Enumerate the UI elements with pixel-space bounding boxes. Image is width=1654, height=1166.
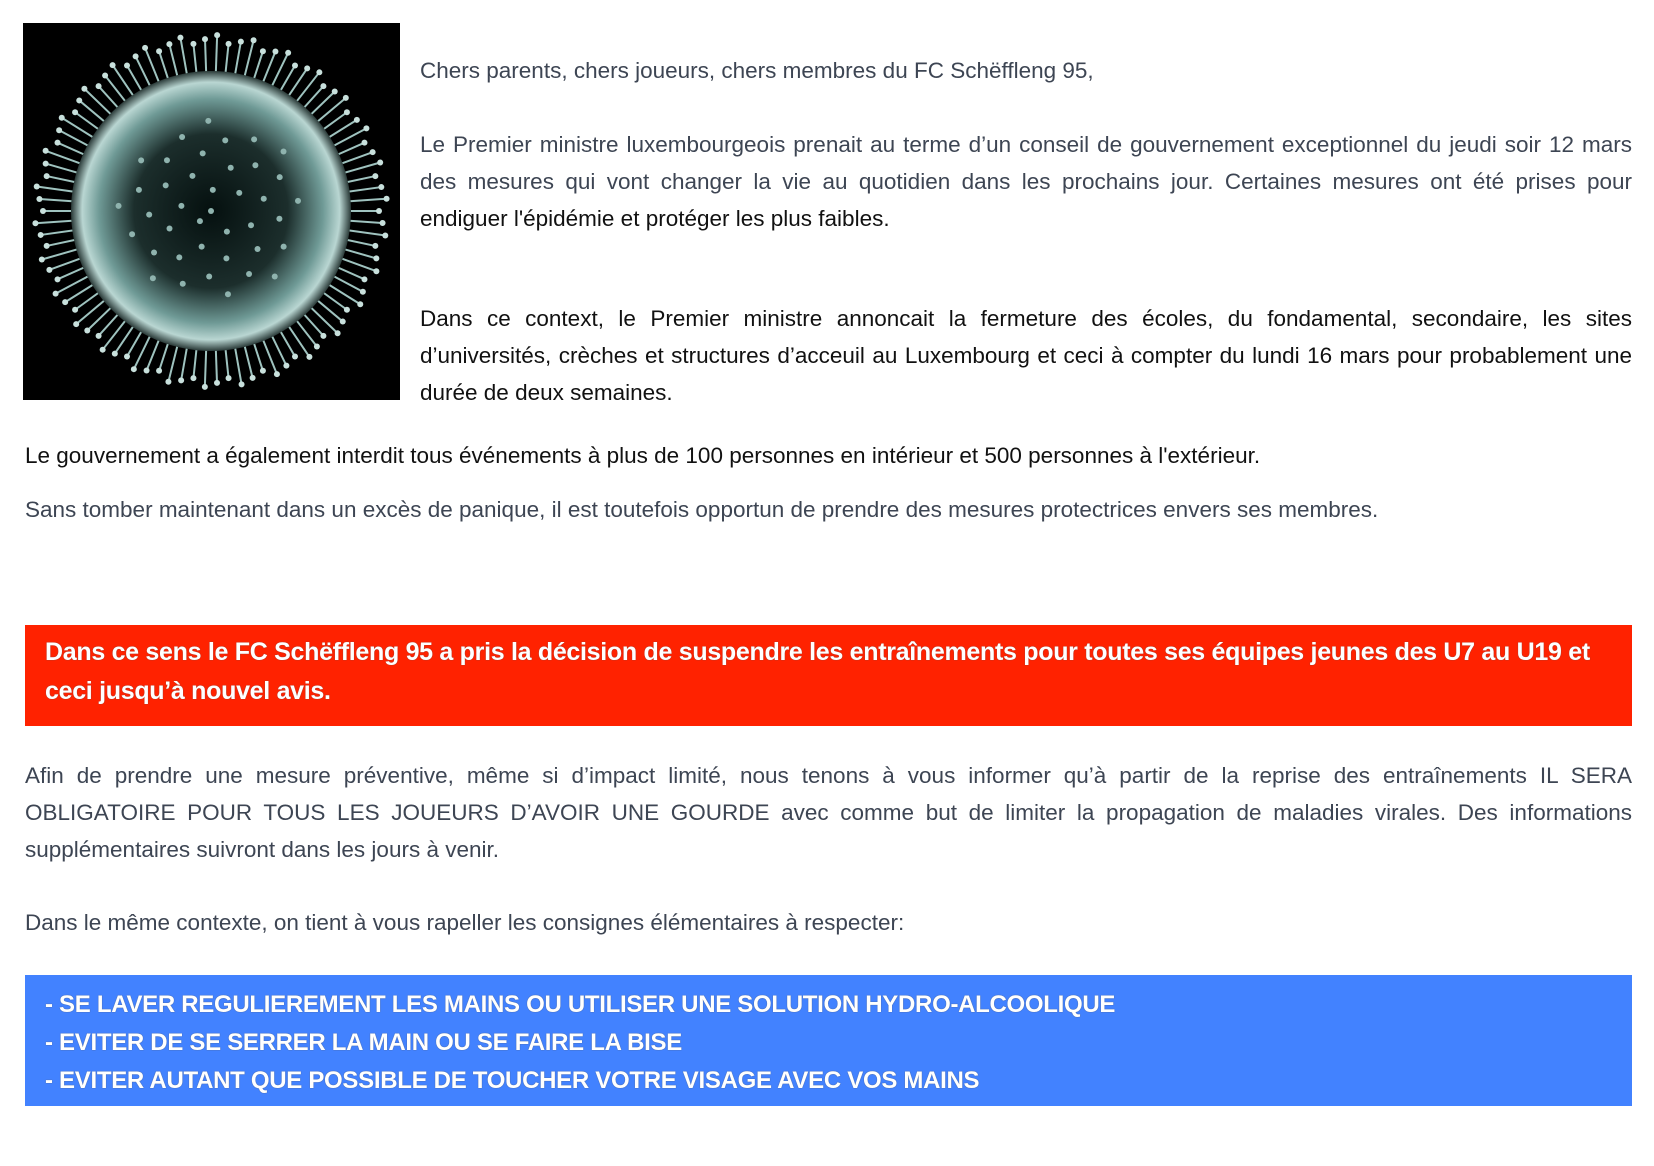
virus-spike-tip xyxy=(214,32,220,38)
virus-surface-dot xyxy=(116,203,122,209)
paragraph-guidelines-intro: Dans le même contexte, on tient à vous rapeller les consignes élémentaires à respecter: xyxy=(25,910,905,935)
virus-spike-tip xyxy=(340,319,346,325)
virus-surface-dot xyxy=(277,174,283,180)
virus-surface-dot xyxy=(246,271,252,277)
virus-surface-dot xyxy=(136,187,142,193)
virus-spike-tip xyxy=(360,289,366,295)
virus-spike-tip xyxy=(46,267,52,273)
virus-spike-tip xyxy=(110,62,116,68)
virus-surface-dot xyxy=(180,281,186,287)
virus-surface-dot xyxy=(189,173,195,179)
virus-surface-dot xyxy=(281,244,287,250)
virus-surface-dot xyxy=(223,255,229,261)
virus-spike-tip xyxy=(292,353,298,359)
virus-spike-tip xyxy=(202,36,208,42)
virus-spike-tip xyxy=(370,149,376,155)
virus-surface-dot xyxy=(166,226,172,232)
virus-surface-dot xyxy=(272,273,278,279)
virus-spike-tip xyxy=(76,97,82,103)
virus-surface-dot xyxy=(179,134,185,140)
virus-spike-tip xyxy=(373,255,379,261)
paragraph-water-bottle: Afin de prendre une mesure préventive, même si d’impact limité, nous tenons à vous informer qu’à partir de la reprise des entraînements IL SERA OBLIGATOIRE POUR TOUS LES JOUEURS D’AVOIR UNE GOURDE avec comme but de limiter la propagation de maladies virales. Des informations supplémentaires suivront dans les jours à venir. xyxy=(25,763,1632,862)
virus-spike-tip xyxy=(96,83,102,89)
virus-spike-tip xyxy=(343,95,349,101)
paragraph-announcement xyxy=(420,126,1632,237)
virus-spike-tip xyxy=(190,375,196,381)
virus-spike-tip xyxy=(39,257,45,263)
virus-spike-tip xyxy=(202,384,208,390)
virus-spike-tip xyxy=(34,184,40,190)
virus-spike-tip xyxy=(332,89,338,95)
virus-spike-tip xyxy=(260,48,266,54)
virus-spike-tip xyxy=(142,45,148,51)
virus-spike-tip xyxy=(376,208,382,214)
virus-surface-dot xyxy=(164,157,170,163)
virus-surface-dot xyxy=(205,118,211,124)
virus-spike-tip xyxy=(363,125,369,131)
virus-spike-tip xyxy=(274,371,280,377)
virus-surface-dot xyxy=(129,231,135,237)
virus-surface-dot xyxy=(146,212,152,218)
virus-spike-tip xyxy=(131,366,137,372)
virus-spike-tip xyxy=(314,344,320,350)
virus-spike-tip xyxy=(377,159,383,165)
virus-spike-tip xyxy=(380,220,386,226)
virus-spike-tip xyxy=(344,307,350,313)
virus-surface-dot xyxy=(210,187,216,193)
virus-spike-tip xyxy=(55,140,61,146)
virus-spike-tip xyxy=(250,375,256,381)
virus-spike-tip xyxy=(36,196,42,202)
virus-spike-tip xyxy=(214,380,220,386)
virus-spike-tip xyxy=(43,148,49,154)
virus-spike-tip xyxy=(292,63,298,69)
announcement-text: Le Premier ministre luxembourgeois prenait au terme d’un conseil de gouvernement exceptionnel du jeudi soir 12 mars des mesures qui vont changer la vie au quotidien dans les prochains jour. Certaines mesures ont été prises pour xyxy=(420,132,1632,194)
announcement-emphasis: endiguer l'épidémie et protéger les plus faibles. xyxy=(420,206,890,231)
virus-spike-tip xyxy=(102,72,108,78)
virus-spike-tip xyxy=(44,243,50,249)
virus-spike-tip xyxy=(73,321,79,327)
virus-surface-dot xyxy=(176,254,182,260)
virus-surface-dot xyxy=(276,216,282,222)
virus-spike-tip xyxy=(59,115,65,121)
virus-spike-tip xyxy=(239,381,245,387)
virus-surface-dot xyxy=(251,136,257,142)
virus-spike-tip xyxy=(43,161,49,167)
virus-spike-tip xyxy=(190,41,196,47)
virus-spike-tip xyxy=(165,379,171,385)
virus-spike-tip xyxy=(320,333,326,339)
virus-spike-tip xyxy=(272,49,278,55)
virus-spike-tip xyxy=(178,377,184,383)
paragraph-school-closure: Dans ce context, le Premier ministre annoncait la fermeture des écoles, du fondamental, secondaire, les sites d’universités, crèches et structures d’acceuil au Luxembourg et ceci à compter du lundi 16 mars pour probablement une durée de deux semaines. xyxy=(420,306,1632,405)
virus-spike-tip xyxy=(316,69,322,75)
virus-spike-tip xyxy=(156,368,162,374)
virus-spike-tip xyxy=(133,53,139,59)
virus-surface-dot xyxy=(151,249,157,255)
virus-spike-tip xyxy=(156,48,162,54)
virus-spike-tip xyxy=(40,208,46,214)
paragraph-precautions: Sans tomber maintenant dans un excès de panique, il est toutefois opportun de prendre des mesures protectrices envers ses membres. xyxy=(25,497,1379,522)
virus-surface-dot xyxy=(261,196,267,202)
virus-surface-dot xyxy=(208,208,214,214)
virus-spike-tip xyxy=(384,196,390,202)
virus-spike-tip xyxy=(166,41,172,47)
rule-item: - EVITER AUTANT QUE POSSIBLE DE TOUCHER VOTRE VISAGE AVEC VOS MAINS xyxy=(45,1067,980,1094)
virus-spike-tip xyxy=(72,307,78,313)
rule-item: - SE LAVER REGULIEREMENT LES MAINS OU UTILISER UNE SOLUTION HYDRO-ALCOOLIQUE xyxy=(45,991,1116,1018)
virus-spike-tip xyxy=(306,354,312,360)
virus-surface-dot xyxy=(199,244,205,250)
virus-surface-dot xyxy=(222,137,228,143)
virus-spike-tip xyxy=(373,268,379,274)
virus-surface-dot xyxy=(200,150,206,156)
greeting: Chers parents, chers joueurs, chers membres du FC Schëffleng 95, xyxy=(420,58,1094,83)
training-suspension-notice: Dans ce sens le FC Schëffleng 95 a pris la décision de suspendre les entraînements pour toutes ses équipes jeunes des U7 au U19 et ceci jusqu’à nouvel avis. xyxy=(25,625,1632,726)
virus-spike-tip xyxy=(283,363,289,369)
virus-surface-dot xyxy=(138,157,144,163)
virus-spike-tip xyxy=(38,232,44,238)
virus-spike-tip xyxy=(72,109,78,115)
hygiene-rules-box xyxy=(25,975,1632,1106)
virus-spike-tip xyxy=(62,299,68,305)
virus-surface-dot xyxy=(197,218,203,224)
virus-spike-tip xyxy=(112,351,118,357)
virus-surface-dot xyxy=(295,198,301,204)
virus-spike-tip xyxy=(354,117,360,123)
virus-surface-dot xyxy=(281,149,287,155)
virus-spike-tip xyxy=(378,184,384,190)
virus-spike-tip xyxy=(320,83,326,89)
virus-spike-tip xyxy=(84,327,90,333)
virus-surface-dot xyxy=(248,222,254,228)
virus-spike-tip xyxy=(226,375,232,381)
virus-surface-dot xyxy=(252,162,258,168)
virus-illustration xyxy=(23,23,400,400)
virus-surface-dot xyxy=(206,273,212,279)
virus-spike-tip xyxy=(32,220,38,226)
virus-surface-dot xyxy=(163,182,169,188)
paragraph-event-ban: Le gouvernement a également interdit tous événements à plus de 100 personnes en intérieur et 500 personnes à l'extérieur. xyxy=(25,443,1261,468)
virus-surface-dot xyxy=(255,246,261,252)
virus-spike-tip xyxy=(44,173,50,179)
virus-spike-tip xyxy=(251,37,257,43)
virus-surface-dot xyxy=(178,203,184,209)
virus-spike-tip xyxy=(304,65,310,71)
virus-spike-tip xyxy=(361,140,367,146)
virus-spike-tip xyxy=(55,276,61,282)
virus-spike-tip xyxy=(100,347,106,353)
virus-spike-tip xyxy=(357,301,363,307)
virus-spike-tip xyxy=(96,333,102,339)
virus-spike-tip xyxy=(144,367,150,373)
virus-spike-tip xyxy=(335,330,341,336)
virus-spike-tip xyxy=(56,127,62,133)
virus-spike-tip xyxy=(177,35,183,41)
virus-image xyxy=(23,23,400,400)
virus-surface-dot xyxy=(150,275,156,281)
virus-spike-tip xyxy=(382,232,388,238)
virus-spike-tip xyxy=(238,39,244,45)
virus-spike-tip xyxy=(260,368,266,374)
virus-surface-dot xyxy=(236,190,242,196)
virus-spike-tip xyxy=(372,173,378,179)
virus-surface-dot xyxy=(228,165,234,171)
virus-spike-tip xyxy=(344,109,350,115)
virus-surface-dot xyxy=(225,291,231,297)
virus-spike-tip xyxy=(226,41,232,47)
virus-spike-tip xyxy=(124,63,130,69)
virus-spike-tip xyxy=(285,50,291,56)
virus-spike-tip xyxy=(372,243,378,249)
virus-surface-dot xyxy=(224,229,230,235)
virus-spike-tip xyxy=(361,276,367,282)
rule-item: - EVITER DE SE SERRER LA MAIN OU SE FAIRE LA BISE xyxy=(45,1029,682,1056)
virus-spike-tip xyxy=(124,353,130,359)
virus-spike-tip xyxy=(53,291,59,297)
virus-spike-tip xyxy=(81,86,87,92)
